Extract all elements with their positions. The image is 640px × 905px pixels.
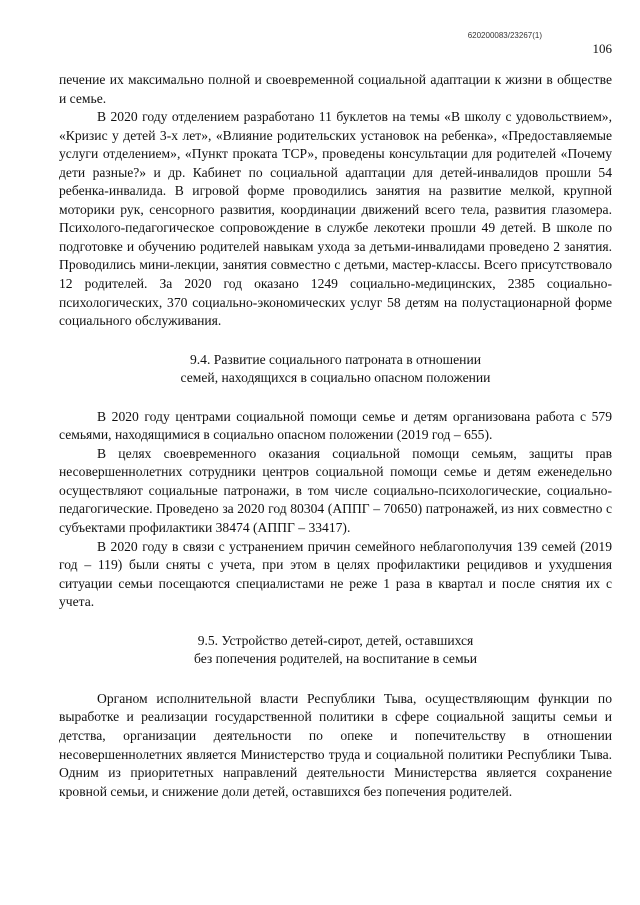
paragraph-deregistration: В 2020 году в связи с устранением причин семейного неблагополучия 139 семей (2019 год – 119) были сняты с учета, при этом в целях профилактики рецидивов и ухудшения ситуации семьи посещаются специалистами не реже 1 раза в квартал и после снятия их с учета. bbox=[59, 538, 612, 610]
paragraph-families-count: В 2020 году центрами социальной помощи семье и детям организована работа с 579 семьями, находящимися в социально опасном положении (2019 год – 655). bbox=[59, 408, 612, 443]
document-id: 620200083/23267(1) bbox=[467, 31, 542, 40]
section-heading-line: 9.4. Развитие социального патроната в отношении bbox=[189, 351, 482, 367]
page-number: 106 bbox=[592, 41, 612, 56]
section-heading-line: 9.5. Устройство детей-сирот, детей, оставшихся bbox=[197, 632, 474, 648]
section-heading-9-5 bbox=[59, 632, 612, 669]
paragraph-department-activities: В 2020 году отделением разработано 11 буклетов на темы «В школу с удовольствием», «Кризис у детей 3-х лет», «Влияние родительских установок на ребенка», «Предоставляемые услуги отделением», «Пункт проката ТСР», проведены консультации для родителей «Почему дети разные?» и др. Кабинет по социальной адаптации для детей-инвалидов прошли 54 ребенка-инвалида. В игровой форме проводились занятия на развитие мелкой, крупной моторики рук, сенсорного развития, координации движений всего тела, развития глазомера. Психолого-педагогическое сопровождение в службе лекотеки прошли 49 детей. В школе по подготовке и обучению родителей навыкам ухода за детьми-инвалидами проведено 2 занятия. Проводились мини-лекции, занятия совместно с детьми, мастер-классы. Всего присутствовало 12 родителей. За 2020 год оказано 1249 социально-медицинских, 2385 социально-психологических, 370 социально-экономических услуг 58 детям на полустационарной форме социального обслуживания. bbox=[59, 109, 612, 329]
section-heading-9-4 bbox=[59, 351, 612, 388]
section-heading-line: семей, находящихся в социально опасном положении bbox=[180, 370, 491, 386]
section-heading-line: без попечения родителей, на воспитание в семьи bbox=[193, 651, 478, 667]
paragraph-patronage: В целях своевременного оказания социальной помощи семьям, защиты прав несовершеннолетних сотрудники центров социальной помощи семье и детям еженедельно осуществляют социальные патронажи, в том числе социально-психологические, социально-педагогические. Проведено за 2020 год 80304 (АППГ – 70650) патронажей, из них совместно с субъектами профилактики 38474 (АППГ – 33417). bbox=[59, 445, 612, 536]
paragraph-ministry: Органом исполнительной власти Республики Тыва, осуществляющим функции по выработке и реализации государственной политики в сфере социальной защиты семьи и детства, организации деятельности по опеке и попечительству в отношении несовершеннолетних является Министерство труда и социальной политики Республики Тыва. Одним из приоритетных направлений деятельности Министерства является сохранение кровной семьи, и снижение доли детей, оставшихся без попечения родителей. bbox=[59, 690, 612, 799]
paragraph-continuation: печение их максимально полной и своевременной социальной адаптации к жизни в обществе и семье. bbox=[59, 72, 612, 106]
page-body bbox=[59, 71, 612, 801]
